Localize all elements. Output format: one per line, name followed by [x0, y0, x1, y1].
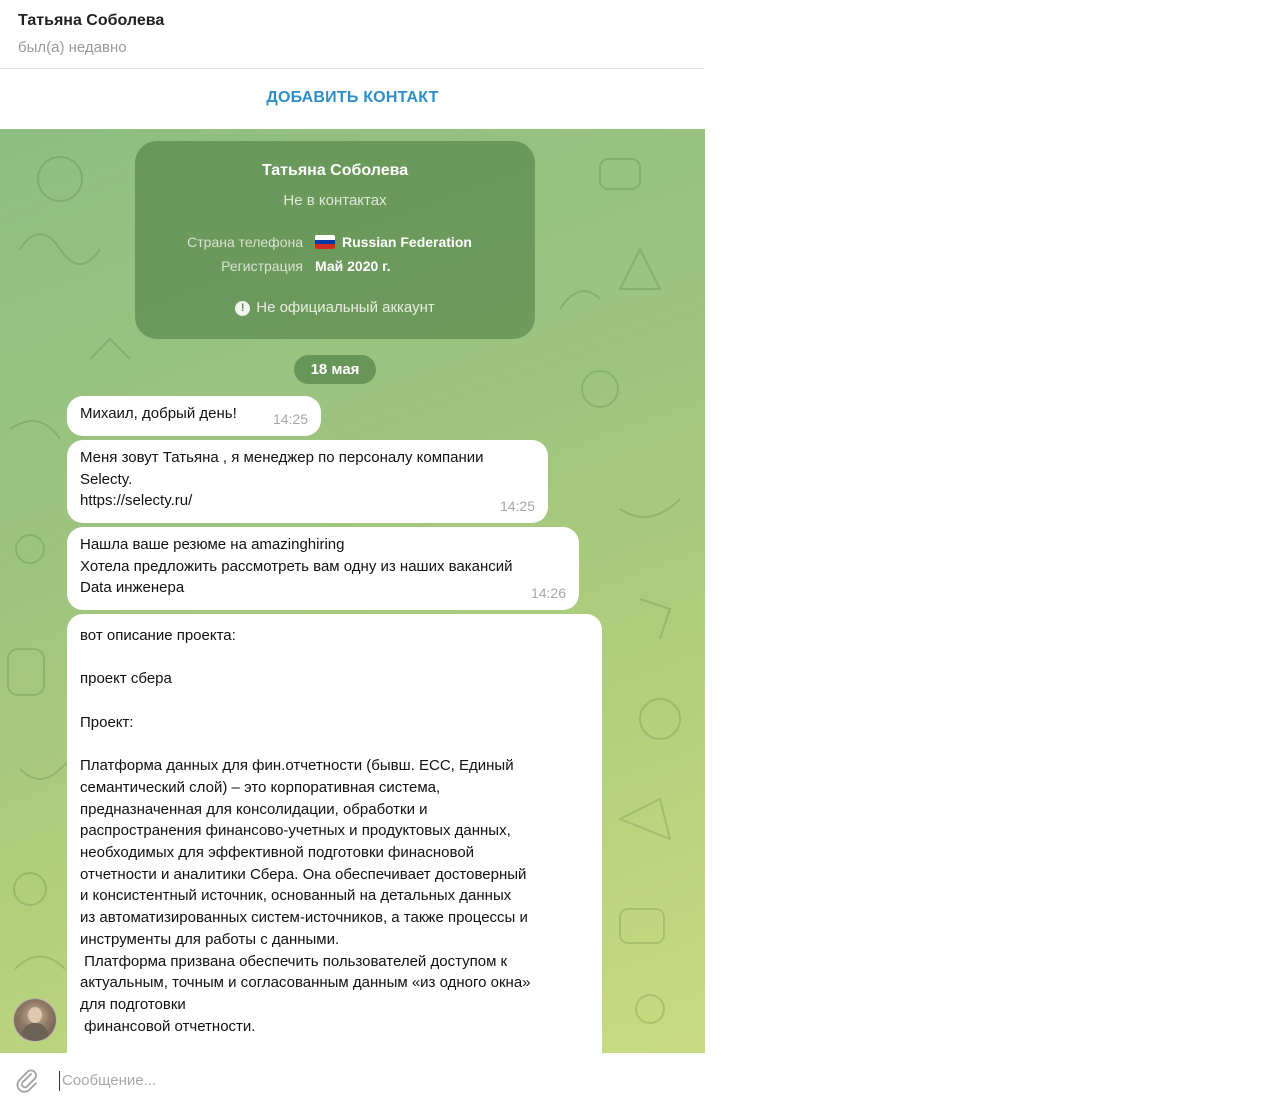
unofficial-account-label: Не официальный аккаунт	[256, 299, 435, 316]
message-text: Меня зовут Татьяна , я менеджер по персоналу компании Selecty. https://selecty.ru/	[80, 449, 484, 510]
add-contact-button[interactable]: ДОБАВИТЬ КОНТАКТ	[266, 89, 439, 106]
message-time: 14:25	[272, 411, 308, 428]
message-bubble[interactable]	[67, 440, 548, 523]
contact-name[interactable]: Татьяна Соболева	[18, 12, 165, 29]
message-list[interactable]	[0, 129, 705, 1053]
avatar-face	[28, 1007, 42, 1023]
message-text: Михаил, добрый день!	[80, 405, 237, 422]
info-row-value	[315, 234, 472, 250]
russia-flag-icon	[315, 235, 335, 249]
message-bubble[interactable]	[67, 527, 579, 610]
last-seen-status: был(а) недавно	[18, 39, 127, 56]
chat-header[interactable]	[0, 0, 705, 69]
message-composer	[0, 1053, 705, 1107]
message-text: Нашла ваше резюме на amazinghiring Хотела предложить рассмотреть вам одну из наших вакансий Data инженера	[80, 536, 513, 597]
sender-avatar[interactable]	[13, 998, 57, 1042]
country-value: Russian Federation	[342, 234, 472, 250]
unofficial-account-notice	[135, 299, 535, 316]
date-separator: 18 мая	[294, 355, 376, 384]
info-row-key: Регистрация	[221, 258, 303, 274]
message-input[interactable]	[62, 1067, 662, 1093]
info-row-value: Май 2020 г.	[315, 258, 391, 274]
message-bubble[interactable]	[67, 614, 602, 1053]
paperclip-icon[interactable]	[13, 1067, 41, 1095]
info-row-key: Страна телефона	[187, 234, 303, 250]
message-text: вот описание проекта: проект сбера Проект: Платформа данных для фин.отчетности (бывш. ЕСС, Единый семантический слой) – это корпоративная система, предназначенная для консолидации, обработки и распространения финансово-учетных и продуктовых данных, необходимых для эффективной подготовки финасновой отчетности и аналитики Сбера. Она обеспечивает достоверный и консистентный источник, основанный на детальных данных из автоматизированных систем-источников, а также процессы и инструменты для работы с данными. Платформа призвана обеспечить пользователей доступом к актуальным, точным и согласованным данным «из одного окна» для подготовки финансовой отчетности.	[80, 627, 531, 1035]
contact-info-card	[135, 141, 535, 339]
text-caret	[59, 1071, 60, 1091]
avatar-body	[22, 1023, 48, 1042]
exclamation-circle-icon: !	[235, 301, 250, 316]
info-card-subtitle: Не в контактах	[283, 192, 387, 209]
info-card-name: Татьяна Соболева	[261, 162, 409, 179]
message-bubble[interactable]	[67, 396, 321, 436]
message-time: 14:26	[530, 585, 566, 602]
info-row-country	[135, 234, 535, 254]
message-time: 14:25	[499, 498, 535, 515]
info-row-registration	[135, 258, 535, 278]
add-contact-bar	[0, 69, 705, 129]
